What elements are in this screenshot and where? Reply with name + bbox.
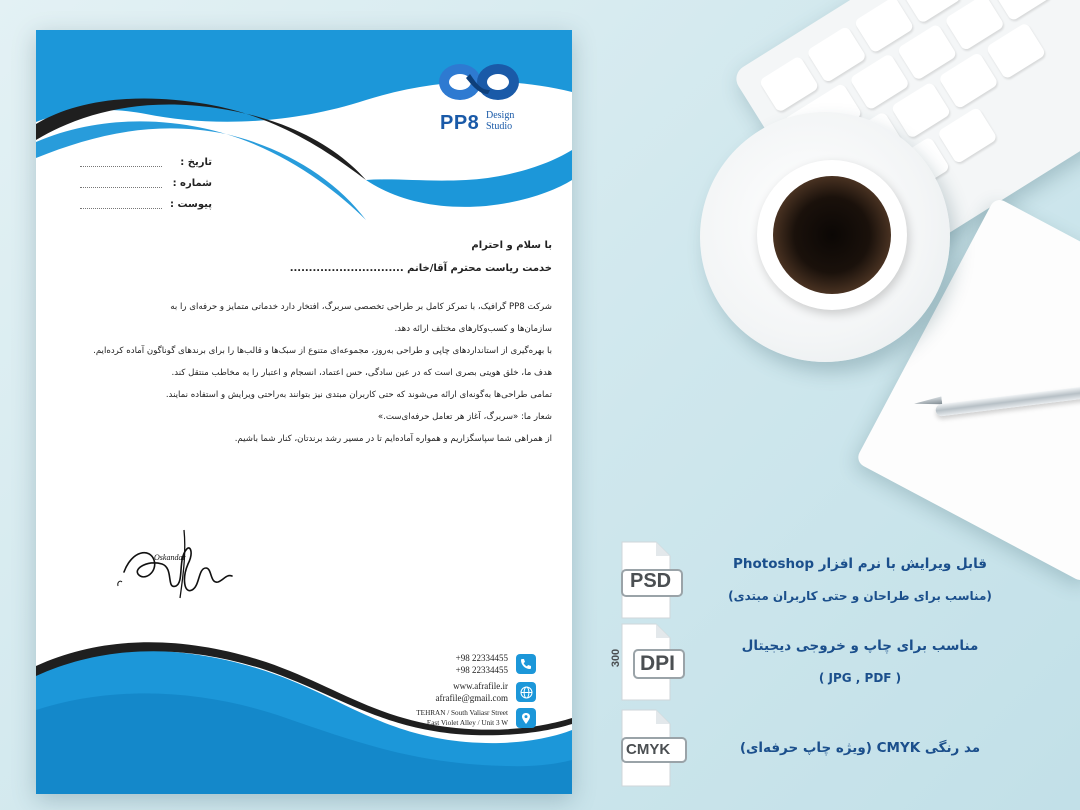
meta-number-dotted-line [80,180,162,188]
letter-paragraph-4: هدف ما، خلق هویتی بصری است که در عین سادگی، حس اعتماد، انسجام و اعتبار را به مخاطب منتقل کند. [171,368,552,378]
address-line-2: East Violet Alley / Unit 3 W [426,719,508,727]
feature-dpi-text [700,630,1020,694]
letter-paragraph-3: با بهره‌گیری از استانداردهای چاپی و طراحی به‌روز، مجموعه‌ای متنوع از سبک‌ها و قالب‌ها را برای برندهای گوناگون آماده کرده‌ایم. [93,346,552,356]
coffee-surface-image [773,176,891,294]
meta-attachment-label: پیوست : [169,199,212,210]
dpi-badge-text: DPI [640,652,676,675]
meta-date [80,152,212,173]
feature-psd-text [700,548,1020,612]
meta-attachment-dotted-line [80,201,162,209]
phone-1: +98 22334455 [455,653,508,663]
feature-cmyk-line1: مد رنگی CMYK (ویژه چاپ حرفه‌ای) [739,740,981,756]
brand-mark: PP8 [440,112,480,134]
brand-subtitle-line2: Studio [486,121,513,132]
phone-icon [516,654,536,674]
phone-numbers [456,652,508,676]
email: afrafile@gmail.com [435,693,508,703]
feature-cmyk [600,708,1060,788]
letter-paragraph-1: شرکت PP8 گرافیک، با تمرکز کامل بر طراحی تخصصی سربرگ، افتخار دارد خدماتی متمایز و حرفه‌ای را به [170,302,552,312]
feature-dpi [600,622,1060,702]
letter-paragraph-7: از همراهی شما سپاسگزاریم و همواره آماده‌ایم تا در مسیر رشد برندتان، کنار شما باشیم. [234,434,552,444]
letter-greeting: با سلام و احترام [471,240,552,251]
psd-badge-text: PSD [630,570,672,592]
location-pin-icon [516,708,536,728]
meta-attachment [80,194,212,215]
infinity-logo-icon [436,60,522,110]
contact-block [416,652,536,732]
feature-dpi-line1: مناسب برای چاپ و خروجی دیجیتال [741,638,979,654]
letter-paragraph-2: سازمان‌ها و کسب‌وکارهای مختلف ارائه دهد. [394,324,552,334]
website: www.afrafile.ir [453,681,508,691]
meta-number [80,173,212,194]
contact-web [416,680,536,704]
letter-addressee: خدمت ریاست محترم آقا/خانم .............................. [289,263,552,274]
feature-psd-line2: (مناسب برای طراحان و حتی کاربران مبتدی) [728,589,992,603]
address-line-1: TEHRAN / South Valiasr Street [416,709,508,717]
feature-dpi-line2: ( JPG , PDF ) [818,671,902,685]
signature-name-text: Oskandar [154,553,186,562]
letter-meta-fields [80,152,212,215]
meta-number-label: شماره : [172,178,212,189]
brand-subtitle-line1: Design [486,110,515,121]
letter-body [72,240,552,450]
meta-date-dotted-line [80,159,162,167]
phone-2: +98 22334455 [455,665,508,675]
meta-date-label: تاریخ : [180,157,212,168]
address-lines [416,708,508,728]
feature-cmyk-text [700,732,1020,764]
web-and-email [435,680,508,704]
pp8-logo [436,60,526,160]
feature-psd [600,540,1060,620]
letter-paragraph-6: شعار ما: «سربرگ، آغاز هر تعامل حرفه‌ای‌ست.» [377,412,552,422]
handwritten-signature [114,520,264,600]
letter-paragraph-5: تمامی طراحی‌ها به‌گونه‌ای ارائه می‌شوند که حتی کاربران مبتدی نیز بتوانند به‌راحتی ویرایش و استفاده نمایند. [165,390,552,400]
letterhead-paper [36,30,572,794]
contact-phones [416,652,536,676]
globe-icon [516,682,536,702]
feature-psd-line1: قابل ویرایش با نرم افزار Photoshop [732,556,988,572]
cmyk-badge-text: CMYK [626,741,671,758]
brand-subtitle [486,110,536,132]
contact-address [416,708,536,728]
dpi-side-number: 300 [610,648,623,668]
